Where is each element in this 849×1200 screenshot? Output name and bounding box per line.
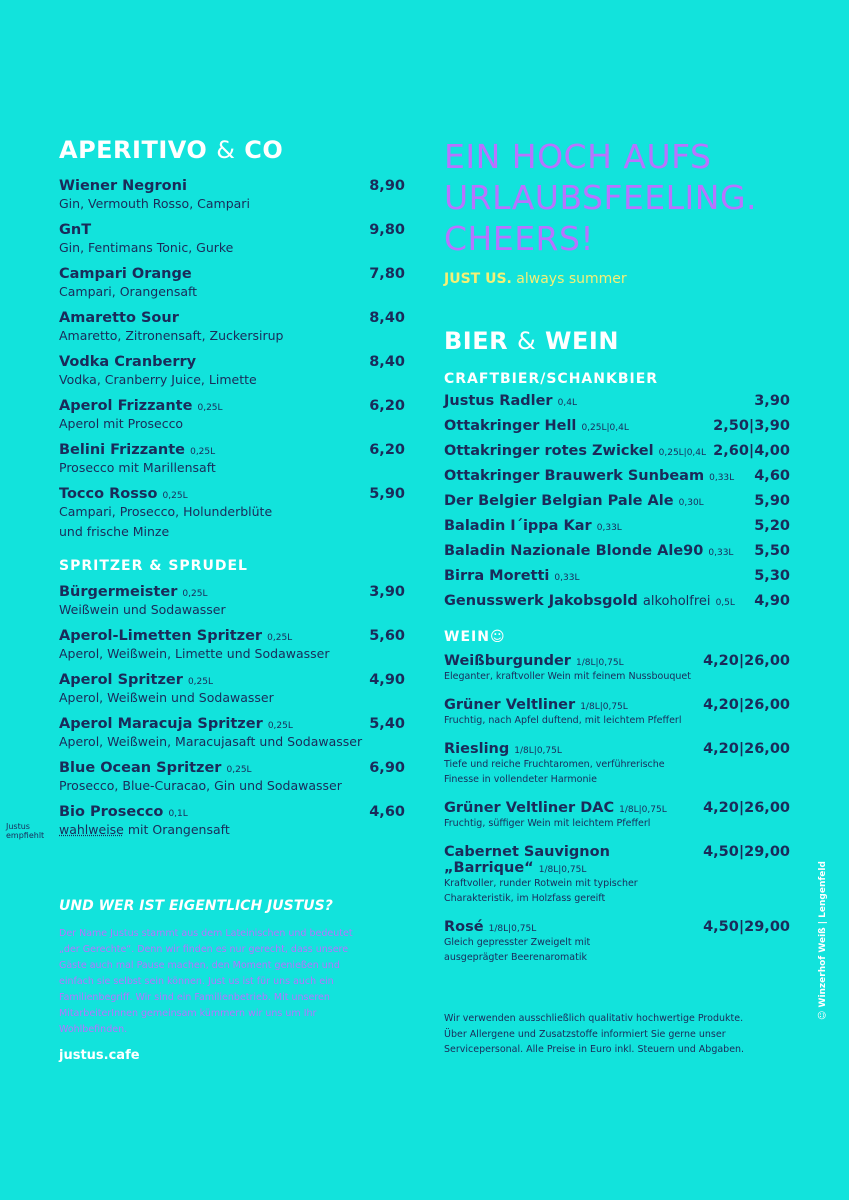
smiley-icon: ☺	[489, 629, 506, 645]
beer-item	[444, 468, 790, 484]
wine-name: Grüner Veltliner DAC 1/8L|0,75L	[444, 800, 667, 816]
list-item	[59, 354, 405, 390]
item-price: 3,90	[369, 584, 405, 600]
beer-name: Baladin I´ippa Kar 0,33L	[444, 518, 622, 534]
wine-item	[444, 844, 790, 906]
list-item	[59, 716, 405, 752]
wine-desc: Fruchtig, nach Apfel duftend, mit leichtem Pfefferl	[444, 715, 682, 726]
aperitivo-heading	[59, 136, 405, 164]
wine-item	[444, 697, 790, 728]
footer-line: Servicepersonal. Alle Preise in Euro inkl. Steuern und Abgaben.	[444, 1044, 745, 1055]
wine-price: 4,50|29,00	[703, 919, 790, 935]
beer-size: 0,30L	[678, 498, 704, 508]
aperitivo-title: APERITIVO	[59, 136, 208, 164]
item-desc: Amaretto, Zitronensaft, Zuckersirup	[59, 328, 284, 343]
beer-name: Birra Moretti 0,33L	[444, 568, 580, 584]
beer-name: Genusswerk Jakobsgold alkoholfrei 0,5L	[444, 593, 735, 609]
tagline	[444, 271, 790, 287]
item-name: Aperol-Limetten Spritzer 0,25L	[59, 628, 293, 644]
item-desc: Aperol mit Prosecco	[59, 416, 184, 431]
item-name: Amaretto Sour	[59, 310, 179, 326]
item-name: Vodka Cranberry	[59, 354, 197, 370]
beer-price: 2,50|3,90	[713, 418, 790, 434]
beer-alcohol: alkoholfrei	[642, 594, 711, 609]
item-name: Aperol Spritzer 0,25L	[59, 672, 213, 688]
beer-size: 0,4L	[557, 398, 577, 408]
item-size: 0,25L	[187, 677, 213, 687]
wine-price: 4,20|26,00	[703, 800, 790, 816]
item-desc: Vodka, Cranberry Juice, Limette	[59, 372, 257, 387]
beer-price: 5,20	[754, 518, 790, 534]
item-price: 6,20	[369, 442, 405, 458]
wine-name: Cabernet Sauvignon „Barrique“ 1/8L|0,75L	[444, 844, 610, 876]
winzerhof-vertical-label: ☺ Winzerhof Weiß | Lengenfeld	[818, 861, 828, 1020]
list-item	[59, 584, 405, 620]
item-price: 5,90	[369, 486, 405, 502]
beer-size: 0,5L	[715, 598, 735, 608]
wine-price: 4,20|26,00	[703, 741, 790, 757]
item-size: 0,25L	[162, 491, 188, 501]
list-item	[59, 760, 405, 796]
aperitivo-title2: CO	[244, 136, 284, 164]
item-size: 0,25L	[226, 765, 252, 775]
item-size: 0,25L	[190, 447, 216, 457]
item-name: Bio Prosecco 0,1L	[59, 804, 188, 820]
beer-item	[444, 493, 790, 509]
slogan-line: EIN HOCH AUFS	[444, 137, 712, 176]
wine-price: 4,50|29,00	[703, 844, 790, 860]
wine-desc: Eleganter, kraftvoller Wein mit feinem Nussbouquet	[444, 671, 691, 682]
recommend-line1: Justus	[6, 822, 30, 831]
beer-name: Justus Radler 0,4L	[444, 393, 577, 409]
item-desc: Aperol, Weißwein, Limette und Sodawasser	[59, 646, 330, 661]
beer-name: Ottakringer Brauwerk Sunbeam 0,33L	[444, 468, 735, 484]
item-name: Belini Frizzante 0,25L	[59, 442, 216, 458]
item-name: Blue Ocean Spritzer 0,25L	[59, 760, 252, 776]
spritzer-heading: SPRITZER & SPRUDEL	[59, 558, 248, 574]
list-item	[59, 266, 405, 302]
item-price: 8,90	[369, 178, 405, 194]
story-line: Der Name Justus stammt aus dem Lateinischen und bedeutet	[59, 928, 353, 939]
wine-desc: Kraftvoller, runder Rotwein mit typischer	[444, 878, 638, 889]
item-desc: Aperol, Weißwein, Maracujasaft und Sodawasser	[59, 734, 363, 749]
wine-size: 1/8L|0,75L	[514, 746, 562, 756]
item-price: 8,40	[369, 310, 405, 326]
item-price: 9,80	[369, 222, 405, 238]
item-desc: Gin, Fentimans Tonic, Gurke	[59, 240, 234, 255]
beer-price: 4,60	[754, 468, 790, 484]
item-price: 5,40	[369, 716, 405, 732]
beer-item	[444, 393, 790, 409]
wine-name: Riesling 1/8L|0,75L	[444, 741, 562, 757]
bier-title2: WEIN	[545, 327, 619, 355]
wine-size: 1/8L|0,75L	[619, 805, 667, 815]
item-price: 7,80	[369, 266, 405, 282]
aperitivo-list	[59, 178, 405, 542]
craftbier-heading: CRAFTBIER/SCHANKBIER	[444, 371, 659, 387]
item-desc: Prosecco, Blue-Curacao, Gin und Sodawasser	[59, 778, 342, 793]
list-item	[59, 398, 405, 434]
beer-item	[444, 443, 790, 459]
wine-size: 1/8L|0,75L	[488, 924, 537, 934]
item-name: Wiener Negroni	[59, 178, 187, 194]
story-line: Wohlbefinden.	[59, 1024, 128, 1035]
item-name: Aperol Frizzante 0,25L	[59, 398, 223, 414]
item-desc-2: und frische Minze	[59, 524, 170, 539]
item-desc: Campari, Orangensaft	[59, 284, 198, 299]
story-text	[59, 926, 405, 1038]
wine-desc: ausgeprägter Beerenaromatik	[444, 952, 587, 963]
tagline-rest: always summer	[511, 271, 627, 287]
story-title: UND WER IST EIGENTLICH JUSTUS?	[59, 898, 333, 914]
left-column	[59, 136, 405, 1063]
item-desc: Weißwein und Sodawasser	[59, 602, 226, 617]
item-price: 6,90	[369, 760, 405, 776]
item-desc: wahlweise mit Orangensaft	[59, 822, 230, 837]
beer-price: 5,50	[754, 543, 790, 559]
website-link[interactable]: justus.cafe	[59, 1048, 140, 1063]
wine-size: 1/8L|0,75L	[580, 702, 628, 712]
wine-item	[444, 800, 790, 831]
story-line: Familienbegriff. Wir sind ein Familienbetrieb. Mit unseren	[59, 992, 330, 1003]
beer-item	[444, 418, 790, 434]
item-desc: Campari, Prosecco, Holunderblüte	[59, 504, 273, 519]
recommend-line2: empfiehlt	[6, 831, 45, 840]
wine-item	[444, 653, 790, 684]
item-price: 8,40	[369, 354, 405, 370]
justus-recommends-badge	[6, 822, 44, 840]
beer-size: 0,25L|0,4L	[581, 423, 629, 433]
item-name: Tocco Rosso 0,25L	[59, 486, 188, 502]
wine-desc: Gleich gepresster Zweigelt mit	[444, 937, 591, 948]
item-price: 4,90	[369, 672, 405, 688]
item-desc-underlined: wahlweise	[59, 822, 124, 837]
list-item	[59, 486, 405, 542]
wein-title: WEIN	[444, 629, 490, 645]
wine-desc: Finesse in vollendeter Harmonie	[444, 774, 597, 785]
item-price: 4,60	[369, 804, 405, 820]
item-size: 0,25L	[197, 403, 223, 413]
wein-list	[444, 653, 790, 965]
slogan-line: CHEERS!	[444, 219, 595, 258]
beer-price: 4,90	[754, 593, 790, 609]
item-name: Aperol Maracuja Spritzer 0,25L	[59, 716, 293, 732]
wine-name: Rosé 1/8L|0,75L	[444, 919, 537, 935]
wine-name: Grüner Veltliner 1/8L|0,75L	[444, 697, 628, 713]
beer-name: Ottakringer Hell 0,25L|0,4L	[444, 418, 629, 434]
beer-item	[444, 593, 790, 609]
list-item	[59, 310, 405, 346]
wine-desc: Tiefe und reiche Fruchtaromen, verführerische	[444, 759, 665, 770]
item-desc: Aperol, Weißwein und Sodawasser	[59, 690, 274, 705]
beer-size: 0,25L|0,4L	[658, 448, 707, 458]
item-name: Bürgermeister 0,25L	[59, 584, 208, 600]
wine-size: 1/8L|0,75L	[538, 865, 587, 875]
item-desc: Prosecco mit Marillensaft	[59, 460, 216, 475]
wine-name: Weißburgunder 1/8L|0,75L	[444, 653, 624, 669]
item-name: GnT	[59, 222, 92, 238]
beer-price: 5,30	[754, 568, 790, 584]
wine-price: 4,20|26,00	[703, 697, 790, 713]
wine-item	[444, 919, 790, 965]
bier-title: BIER	[444, 327, 509, 355]
item-name: Campari Orange	[59, 266, 192, 282]
beer-size: 0,33L	[708, 548, 734, 558]
beer-name: Der Belgier Belgian Pale Ale 0,30L	[444, 493, 704, 509]
story-line: Gäste auch mal Pause machen, den Moment genießen und	[59, 960, 340, 971]
bier-list	[444, 393, 790, 609]
list-item	[59, 222, 405, 258]
beer-name: Baladin Nazionale Blonde Ale90 0,33L	[444, 543, 734, 559]
footer-line: Über Allergene und Zusatzstoffe informiert Sie gerne unser	[444, 1028, 726, 1040]
wine-desc: Charakteristik, im Holzfass gereift	[444, 893, 606, 904]
list-item	[59, 804, 405, 840]
beer-name: Ottakringer rotes Zwickel 0,25L|0,4L	[444, 443, 707, 459]
beer-price: 2,60|4,00	[713, 443, 790, 459]
bier-amp: &	[516, 327, 537, 355]
story-line: „der Gerechte“. Denn wir finden es nur gerecht, dass unsere	[59, 944, 349, 955]
beer-size: 0,33L	[554, 573, 580, 583]
footer-line: Wir verwenden ausschließlich qualitativ hochwertige Produkte.	[444, 1013, 744, 1024]
aperitivo-amp: &	[216, 136, 236, 164]
list-item	[59, 672, 405, 708]
spritzer-list	[59, 584, 405, 840]
beer-size: 0,33L	[596, 523, 622, 533]
footer-note	[444, 1011, 790, 1058]
wine-desc: Fruchtig, süffiger Wein mit leichtem Pfefferl	[444, 818, 651, 829]
wein-heading	[444, 629, 790, 645]
item-size: 0,25L	[267, 721, 293, 731]
beer-size: 0,33L	[709, 473, 735, 483]
slogan	[444, 136, 790, 259]
beer-price: 3,90	[754, 393, 790, 409]
beer-item	[444, 568, 790, 584]
wine-item	[444, 741, 790, 787]
item-size: 0,25L	[182, 589, 208, 599]
item-size: 0,25L	[267, 633, 293, 643]
right-column	[444, 136, 790, 1058]
item-desc: Gin, Vermouth Rosso, Campari	[59, 196, 250, 211]
list-item	[59, 628, 405, 664]
item-size: 0,1L	[168, 809, 188, 819]
item-price: 5,60	[369, 628, 405, 644]
beer-price: 5,90	[754, 493, 790, 509]
bier-wein-heading	[444, 327, 790, 355]
slogan-line: URLAUBSFEELING.	[444, 178, 758, 217]
list-item	[59, 178, 405, 214]
beer-item	[444, 518, 790, 534]
story-line: MitarbeiterInnen gemeinsam kümmern wir uns um Ihr	[59, 1008, 317, 1019]
tagline-brand: JUST US.	[444, 271, 512, 287]
story-line: einfach sie selbst sein können. Just us ist für uns auch ein	[59, 976, 334, 987]
beer-item	[444, 543, 790, 559]
list-item	[59, 442, 405, 478]
wine-size: 1/8L|0,75L	[576, 658, 624, 668]
wine-price: 4,20|26,00	[703, 653, 790, 669]
item-price: 6,20	[369, 398, 405, 414]
